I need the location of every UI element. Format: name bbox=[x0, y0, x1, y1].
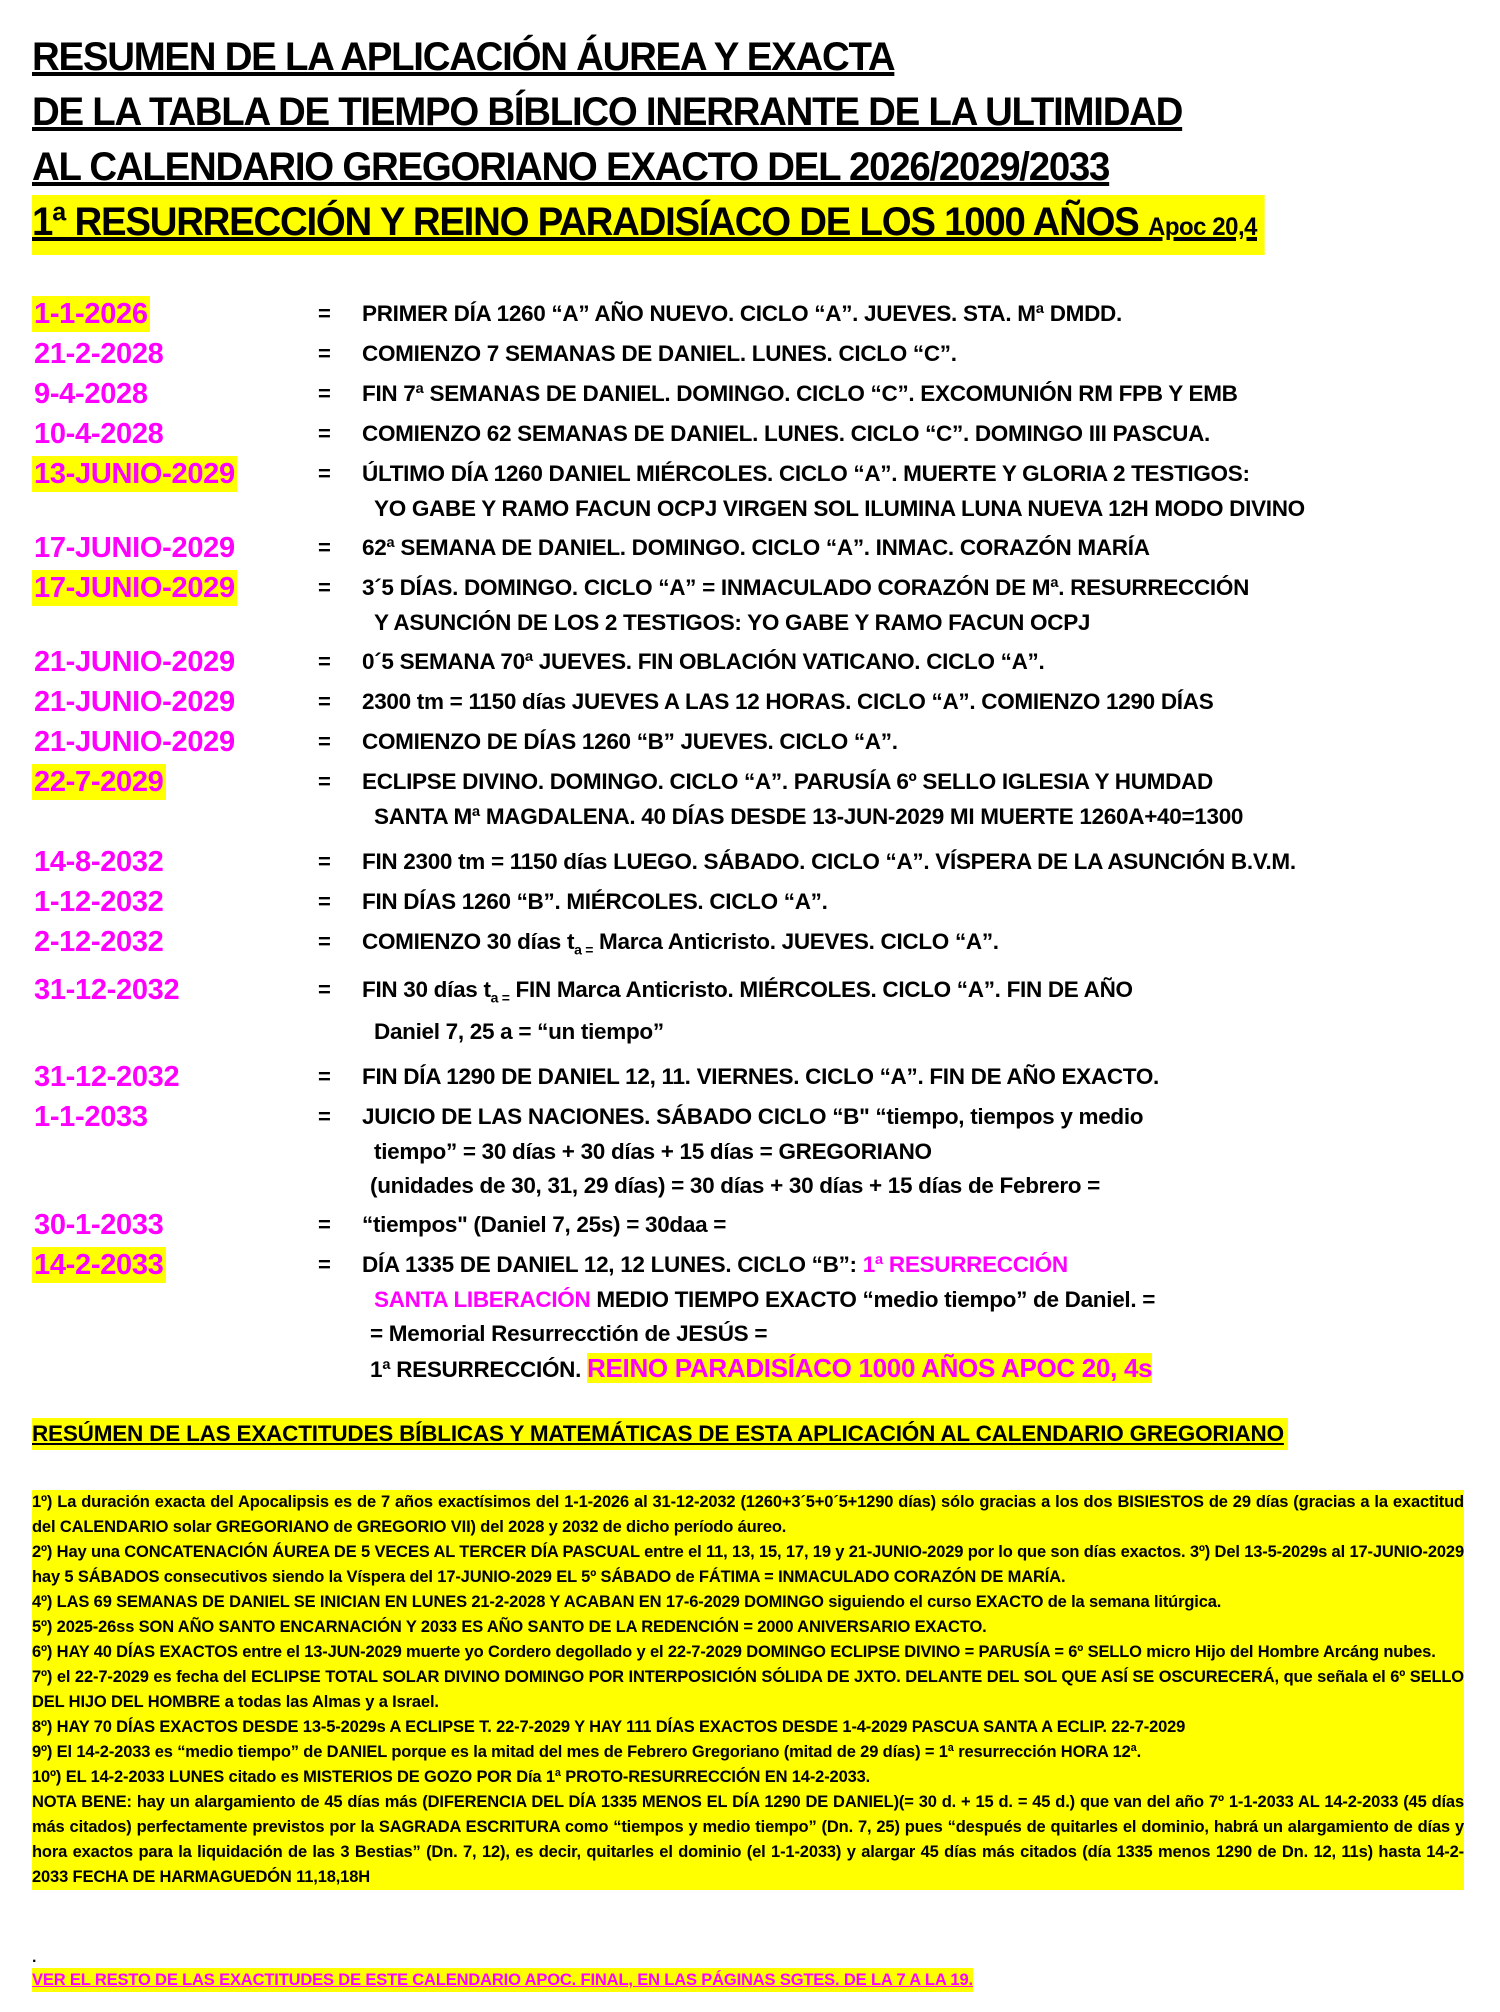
event-description: 62ª SEMANA DE DANIEL. DOMINGO. CICLO “A”. INMAC. CORAZÓN MARÍA bbox=[362, 535, 1150, 560]
document-header bbox=[32, 30, 1462, 255]
event-row bbox=[32, 530, 1462, 566]
equals-sign: = bbox=[318, 461, 331, 486]
notes-list bbox=[32, 1490, 1464, 1890]
event-row bbox=[32, 924, 1462, 968]
note-text: 8º) HAY 70 DÍAS EXACTOS DESDE 13-5-2029s A ECLIPSE T. 22-7-2029 Y HAY 111 DÍAS EXACTOS DESDE 1-4-2029 PASCUA SANTA A ECLIP. 22-7-2029 bbox=[32, 1715, 1464, 1740]
event-date: 30-1-2033 bbox=[34, 1209, 164, 1241]
equals-sign: = bbox=[318, 301, 331, 326]
event-description bbox=[362, 764, 1462, 834]
event-description-line: tiempo” = 30 días + 30 días + 15 días = GREGORIANO bbox=[374, 1139, 932, 1164]
equals-sign: = bbox=[318, 1252, 331, 1277]
equals-sign: = bbox=[318, 535, 331, 560]
note-item bbox=[32, 1615, 1464, 1640]
equals-sign: = bbox=[318, 421, 331, 446]
event-row bbox=[32, 296, 1462, 332]
subscript: a = bbox=[490, 989, 510, 1005]
event-row bbox=[32, 724, 1462, 760]
event-date: 1-12-2032 bbox=[34, 886, 164, 918]
event-date: 31-12-2032 bbox=[34, 1061, 180, 1093]
equals-sign: = bbox=[318, 341, 331, 366]
event-description-line: (unidades de 30, 31, 29 días) = 30 días + 30 días + 15 días de Febrero = bbox=[370, 1173, 1101, 1198]
event-row bbox=[32, 570, 1462, 640]
event-description-line: ÚLTIMO DÍA 1260 DANIEL MIÉRCOLES. CICLO “A”. MUERTE Y GLORIA 2 TESTIGOS: bbox=[362, 461, 1250, 486]
equals-sign: = bbox=[318, 769, 331, 794]
equals-sign: = bbox=[318, 649, 331, 674]
event-date: 1-1-2026 bbox=[34, 298, 148, 330]
event-row bbox=[32, 1099, 1462, 1203]
note-text: 10º) EL 14-2-2033 LUNES citado es MISTERIOS DE GOZO POR Día 1ª PROTO-RESURRECCIÓN EN 14-2-2033. bbox=[32, 1765, 1464, 1790]
event-description-part: 1ª RESURRECCIÓN. bbox=[370, 1357, 588, 1382]
event-description: FIN DÍA 1290 DE DANIEL 12, 11. VIERNES. CICLO “A”. FIN DE AÑO EXACTO. bbox=[362, 1064, 1159, 1089]
event-row bbox=[32, 644, 1462, 680]
title-line-1: RESUMEN DE LA APLICACIÓN ÁUREA Y EXACTA bbox=[32, 35, 895, 79]
event-description-line: 3´5 DÍAS. DOMINGO. CICLO “A” = INMACULADO CORAZÓN DE Mª. RESURRECCIÓN bbox=[362, 575, 1250, 600]
event-date: 31-12-2032 bbox=[34, 973, 180, 1006]
event-description bbox=[362, 570, 1462, 640]
note-item bbox=[32, 1765, 1464, 1790]
note-item bbox=[32, 1740, 1464, 1765]
subscript: a = bbox=[574, 941, 594, 958]
event-date: 2-12-2032 bbox=[34, 926, 164, 958]
event-description-line: Daniel 7, 25 a = “un tiempo” bbox=[374, 1019, 664, 1044]
event-date: 14-2-2033 bbox=[34, 1249, 164, 1281]
event-date: 17-JUNIO-2029 bbox=[34, 572, 235, 604]
event-description: 0´5 SEMANA 70ª JUEVES. FIN OBLACIÓN VATICANO. CICLO “A”. bbox=[362, 649, 1045, 674]
equals-sign: = bbox=[318, 929, 331, 954]
event-row bbox=[32, 336, 1462, 372]
event-description-line bbox=[362, 1351, 1462, 1387]
note-text: 2º) Hay una CONCATENACIÓN ÁUREA DE 5 VECES AL TERCER DÍA PASCUAL entre el 11, 13, 15, 17, 19 y 21-JUNIO-2029 por lo que son días exactos. 3º) Del 13-5-2029s al 17-JUNIO-2029 hay 5 SÁBADOS consecutivos siendo la Víspera del 17-JUNIO-2029 EL 5º SÁBADO de FÁTIMA = INMACULADO CORAZÓN DE MARÍA. bbox=[32, 1540, 1464, 1590]
event-description: FIN 7ª SEMANAS DE DANIEL. DOMINGO. CICLO “C”. EXCOMUNIÓN RM FPB Y EMB bbox=[362, 381, 1238, 406]
event-date: 10-4-2028 bbox=[34, 418, 164, 450]
event-row bbox=[32, 884, 1462, 920]
note-item bbox=[32, 1790, 1464, 1890]
event-date: 9-4-2028 bbox=[34, 378, 148, 410]
event-row bbox=[32, 1247, 1462, 1387]
event-description: 2300 tm = 1150 días JUEVES A LAS 12 HORAS. CICLO “A”. COMIENZO 1290 DÍAS bbox=[362, 689, 1214, 714]
equals-sign: = bbox=[318, 689, 331, 714]
event-description-part: FIN 30 días t bbox=[362, 976, 491, 1002]
note-item bbox=[32, 1590, 1464, 1615]
note-item bbox=[32, 1640, 1464, 1665]
note-text: 4º) LAS 69 SEMANAS DE DANIEL SE INICIAN EN LUNES 21-2-2028 Y ACABAN EN 17-6-2029 DOMINGO siguiendo el curso EXACTO de la semana litúrgica. bbox=[32, 1590, 1464, 1615]
event-description bbox=[362, 456, 1462, 526]
event-row bbox=[32, 456, 1462, 526]
event-row bbox=[32, 684, 1462, 720]
title-line-4-ref: Apoc 20,4 bbox=[1147, 213, 1258, 241]
footer-dot: . bbox=[32, 1949, 37, 1966]
event-row bbox=[32, 972, 1462, 1050]
summary-title: RESÚMEN DE LAS EXACTITUDES BÍBLICAS Y MATEMÁTICAS DE ESTA APLICACIÓN AL CALENDARIO GREGORIANO bbox=[32, 1418, 1288, 1450]
event-highlight-kingdom: REINO PARADISÍACO 1000 AÑOS APOC 20, 4s bbox=[587, 1353, 1153, 1383]
event-description-line: SANTA Mª MAGDALENA. 40 DÍAS DESDE 13-JUN-2029 MI MUERTE 1260A+40=1300 bbox=[374, 804, 1244, 829]
event-description: FIN 2300 tm = 1150 días LUEGO. SÁBADO. CICLO “A”. VÍSPERA DE LA ASUNCIÓN B.V.M. bbox=[362, 849, 1296, 874]
event-row bbox=[32, 1207, 1462, 1243]
event-description bbox=[362, 1099, 1462, 1203]
title-line-3: AL CALENDARIO GREGORIANO EXACTO DEL 2026/2029/2033 bbox=[32, 145, 1110, 189]
note-text: NOTA BENE: hay un alargamiento de 45 días más (DIFERENCIA DEL DÍA 1335 MENOS EL DÍA 1290 DE DANIEL)(= 30 d. + 15 d. = 45 d.) que van del año 7º 1-1-2033 AL 14-2-2033 (45 días más citados) perfectamente previstos por la SAGRADA ESCRITURA como “tiempos y medio tiempo” (Dn. 7, 25) pues “después de quitarles el dominio, habrá un alargamiento de días y hora exactos para la liquidación de las 3 Bestias” (Dn. 7, 12), es decir, quitarles el dominio (el 1-1-2033) y alargar 45 días más citados (día 1335 menos 1290 de Dn. 12, 11s) hasta 14-2-2033 FECHA DE HARMAGUEDÓN 11,18,18H bbox=[32, 1790, 1464, 1890]
footer-note: VER EL RESTO DE LAS EXACTITUDES DE ESTE CALENDARIO APOC. FINAL, EN LAS PÁGINAS SGTES. DE LA 7 A LA 19. bbox=[32, 1968, 973, 1992]
equals-sign: = bbox=[318, 575, 331, 600]
event-description: FIN DÍAS 1260 “B”. MIÉRCOLES. CICLO “A”. bbox=[362, 889, 828, 914]
event-list bbox=[32, 296, 1462, 1387]
title-line-4 bbox=[32, 195, 1265, 255]
event-description-part: Marca Anticristo. JUEVES. CICLO “A”. bbox=[593, 929, 999, 954]
note-text: 1º) La duración exacta del Apocalipsis es de 7 años exactísimos del 1-1-2026 al 31-12-2032 (1260+3´5+0´5+1290 días) sólo gracias a los dos BISIESTOS de 29 días (gracias a la exactitud del CALENDARIO solar GREGORIANO de GREGORIO VII) del 2028 y 2032 de dicho período áureo. bbox=[32, 1490, 1464, 1540]
event-description-line: Y ASUNCIÓN DE LOS 2 TESTIGOS: YO GABE Y RAMO FACUN OCPJ bbox=[374, 610, 1091, 635]
event-row bbox=[32, 1059, 1462, 1095]
note-item bbox=[32, 1540, 1464, 1590]
event-date: 14-8-2032 bbox=[34, 846, 164, 878]
event-date: 21-2-2028 bbox=[34, 338, 164, 370]
equals-sign: = bbox=[318, 889, 331, 914]
event-description: PRIMER DÍA 1260 “A” AÑO NUEVO. CICLO “A”. JUEVES. STA. Mª DMDD. bbox=[362, 301, 1122, 326]
event-description-line: YO GABE Y RAMO FACUN OCPJ VIRGEN SOL ILUMINA LUNA NUEVA 12H MODO DIVINO bbox=[374, 496, 1305, 521]
event-row bbox=[32, 844, 1462, 880]
event-description-part: DÍA 1335 DE DANIEL 12, 12 LUNES. CICLO “B”: bbox=[362, 1252, 863, 1277]
event-description-part: MEDIO TIEMPO EXACTO “medio tiempo” de Daniel. = bbox=[590, 1287, 1156, 1312]
event-date: 21-JUNIO-2029 bbox=[34, 646, 235, 678]
event-description-line: JUICIO DE LAS NACIONES. SÁBADO CICLO “B" “tiempo, tiempos y medio bbox=[362, 1104, 1144, 1129]
event-date: 21-JUNIO-2029 bbox=[34, 726, 235, 758]
note-item bbox=[32, 1490, 1464, 1540]
event-highlight-magenta: SANTA LIBERACIÓN bbox=[374, 1287, 591, 1312]
event-row bbox=[32, 376, 1462, 412]
equals-sign: = bbox=[318, 849, 331, 874]
equals-sign: = bbox=[318, 1064, 331, 1089]
note-item bbox=[32, 1715, 1464, 1740]
event-description: COMIENZO 62 SEMANAS DE DANIEL. LUNES. CICLO “C”. DOMINGO III PASCUA. bbox=[362, 421, 1210, 446]
event-row bbox=[32, 416, 1462, 452]
equals-sign: = bbox=[318, 1104, 331, 1129]
equals-sign: = bbox=[318, 729, 331, 754]
event-date: 22-7-2029 bbox=[34, 766, 164, 798]
event-description-line: ECLIPSE DIVINO. DOMINGO. CICLO “A”. PARUSÍA 6º SELLO IGLESIA Y HUMDAD bbox=[362, 769, 1213, 794]
event-highlight-magenta: 1ª RESURRECCIÓN bbox=[862, 1252, 1068, 1277]
event-description-line: = Memorial Resurrecctión de JESÚS = bbox=[370, 1321, 768, 1346]
event-description: “tiempos" (Daniel 7, 25s) = 30daa = bbox=[362, 1212, 727, 1237]
note-text: 6º) HAY 40 DÍAS EXACTOS entre el 13-JUN-2029 muerte yo Cordero degollado y el 22-7-2029 DOMINGO ECLIPSE DIVINO = PARUSÍA = 6º SELLO micro Hijo del Hombre Arcáng nubes. bbox=[32, 1640, 1464, 1665]
event-description bbox=[362, 1247, 1462, 1387]
event-date: 21-JUNIO-2029 bbox=[34, 686, 235, 718]
event-description bbox=[362, 924, 1462, 968]
title-line-4-main: 1ª RESURRECCIÓN Y REINO PARADISÍACO DE LOS 1000 AÑOS bbox=[32, 200, 1148, 244]
event-description: COMIENZO DE DÍAS 1260 “B” JUEVES. CICLO “A”. bbox=[362, 729, 898, 754]
note-item bbox=[32, 1665, 1464, 1715]
event-row bbox=[32, 764, 1462, 834]
equals-sign: = bbox=[318, 381, 331, 406]
event-date: 17-JUNIO-2029 bbox=[34, 532, 235, 564]
note-text: 7º) el 22-7-2029 es fecha del ECLIPSE TOTAL SOLAR DIVINO DOMINGO POR INTERPOSICIÓN SÓLIDA DE JXTO. DELANTE DEL SOL QUE ASÍ SE OSCURECERÁ, que señala el 6º SELLO DEL HIJO DEL HOMBRE a todas las Almas y a Israel. bbox=[32, 1665, 1464, 1715]
equals-sign: = bbox=[318, 976, 331, 1002]
equals-sign: = bbox=[318, 1212, 331, 1237]
event-description-part: FIN Marca Anticristo. MIÉRCOLES. CICLO “A”. FIN DE AÑO bbox=[509, 976, 1133, 1002]
title-line-2: DE LA TABLA DE TIEMPO BÍBLICO INERRANTE DE LA ULTIMIDAD bbox=[32, 90, 1183, 134]
note-text: 5º) 2025-26ss SON AÑO SANTO ENCARNACIÓN Y 2033 ES AÑO SANTO DE LA REDENCIÓN = 2000 ANIVERSARIO EXACTO. bbox=[32, 1615, 1464, 1640]
event-description-part: COMIENZO 30 días t bbox=[362, 929, 575, 954]
note-text: 9º) El 14-2-2033 es “medio tiempo” de DANIEL porque es la mitad del mes de Febrero Gregoriano (mitad de 29 días) = 1ª resurrección HORA 12ª. bbox=[32, 1740, 1464, 1765]
event-description bbox=[362, 972, 1462, 1050]
event-description: COMIENZO 7 SEMANAS DE DANIEL. LUNES. CICLO “C”. bbox=[362, 341, 957, 366]
event-description-line bbox=[362, 1283, 1462, 1317]
event-date: 1-1-2033 bbox=[34, 1101, 148, 1133]
event-date: 13-JUNIO-2029 bbox=[34, 458, 235, 490]
